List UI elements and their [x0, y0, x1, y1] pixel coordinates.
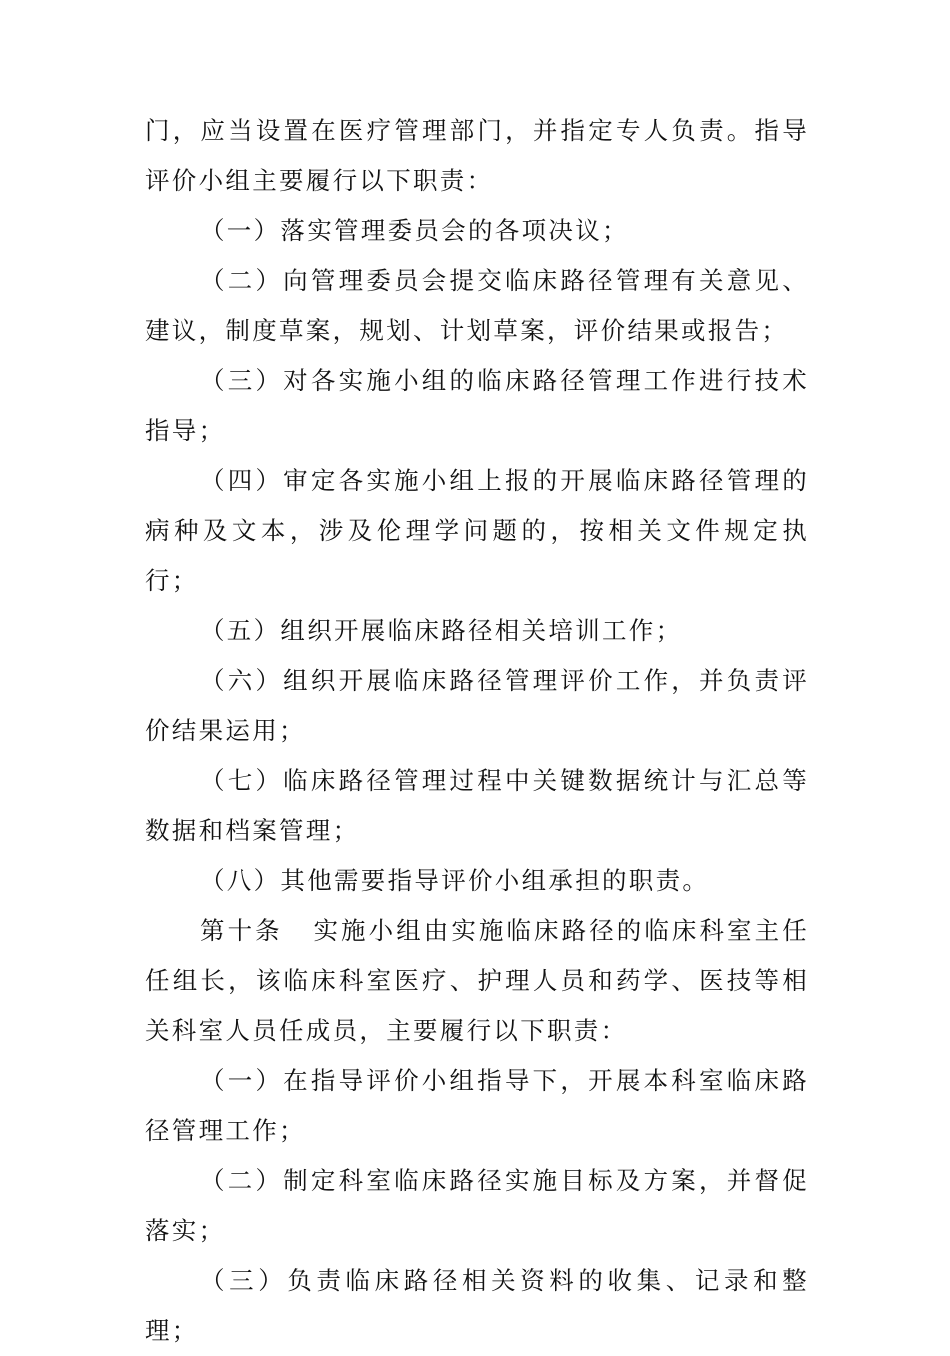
implementation-duty-2: （二）制定科室临床路径实施目标及方案，并督促落实；	[145, 1166, 809, 1245]
duty-item-8: （八）其他需要指导评价小组承担的职责。	[200, 866, 710, 895]
article-10-text: 实施小组由实施临床路径的临床科室主任任组长，该临床科室医疗、护理人员和药学、医技等相关科室人员任成员，主要履行以下职责：	[145, 916, 809, 1045]
duty-item-2: （二）向管理委员会提交临床路径管理有关意见、建议，制度草案，规划、计划草案，评价结果或报告；	[145, 266, 809, 345]
duty-item-7: （七）临床路径管理过程中关键数据统计与汇总等数据和档案管理；	[145, 766, 809, 845]
duty-item-5: （五）组织开展临床路径相关培训工作；	[200, 616, 683, 645]
implementation-duty-1: （一）在指导评价小组指导下，开展本科室临床路径管理工作；	[145, 1066, 809, 1145]
article-10	[145, 906, 809, 1056]
implementation-duty-3: （三）负责临床路径相关资料的收集、记录和整理；	[145, 1266, 809, 1345]
duty-item-4: （四）审定各实施小组上报的开展临床路径管理的病种及文本，涉及伦理学问题的，按相关文件规定执行；	[145, 466, 809, 595]
duty-item-3: （三）对各实施小组的临床路径管理工作进行技术指导；	[145, 366, 809, 445]
duty-item-1: （一）落实管理委员会的各项决议；	[200, 216, 629, 245]
paragraph-continuation: 门，应当设置在医疗管理部门，并指定专人负责。指导评价小组主要履行以下职责：	[145, 116, 809, 195]
duty-item-6: （六）组织开展临床路径管理评价工作，并负责评价结果运用；	[145, 666, 809, 745]
article-10-heading: 第十条	[200, 916, 283, 945]
document-page	[145, 106, 809, 1356]
